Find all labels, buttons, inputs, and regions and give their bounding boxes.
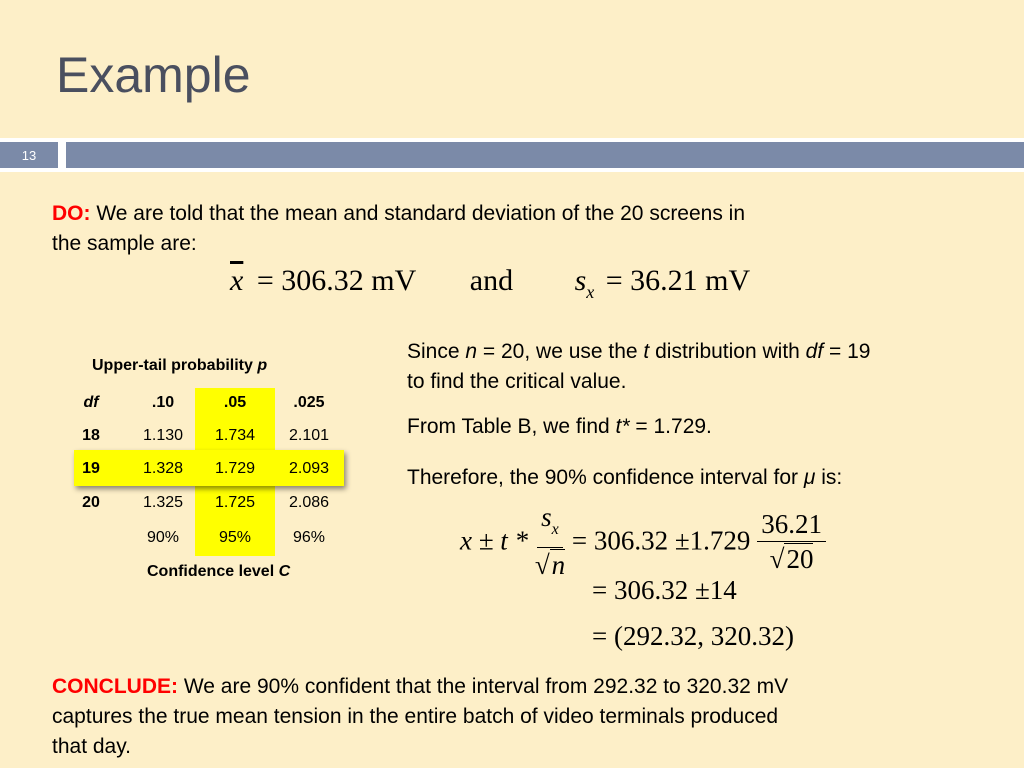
since-paragraph bbox=[407, 337, 870, 397]
and-word: and bbox=[469, 264, 514, 297]
n-var: n bbox=[465, 340, 478, 363]
since-text: = 20, we use the bbox=[477, 340, 644, 363]
confidence-cell: 95% bbox=[218, 529, 252, 546]
table-header bbox=[92, 357, 362, 375]
table-header-text: Upper-tail probability bbox=[92, 357, 258, 374]
header-bar bbox=[0, 138, 1024, 172]
mu-var: μ bbox=[803, 466, 816, 489]
col-header: .10 bbox=[151, 394, 175, 411]
do-text-line1: We are told that the mean and standard deviation of the 20 screens in bbox=[90, 202, 746, 225]
table-footer-text: Confidence level bbox=[147, 563, 279, 580]
tableb-text: = 1.729. bbox=[629, 415, 712, 438]
since-text: Since bbox=[407, 340, 466, 363]
fraction-s-over-sqrt-n: $\frac{s_x}{√n}$ bbox=[534, 502, 566, 580]
table-cell: 2.086 bbox=[288, 494, 330, 511]
df-var: df bbox=[805, 340, 824, 363]
s-symbol: s bbox=[574, 264, 587, 297]
tableb-text: From Table B, we find bbox=[407, 415, 616, 438]
fraction-numerator: 36.21 bbox=[757, 507, 826, 542]
ci-lhs: x ± t * bbox=[460, 525, 529, 556]
col-header: .025 bbox=[293, 394, 325, 411]
s-subscript: x bbox=[586, 282, 595, 302]
do-paragraph bbox=[52, 199, 745, 259]
xbar-symbol: $\overline{x}$ bbox=[230, 264, 244, 297]
s-symbol: s bbox=[541, 502, 552, 532]
conclude-paragraph bbox=[52, 672, 788, 762]
ci-line2: = 306.32 ±14 bbox=[592, 575, 737, 605]
confidence-cell: 96% bbox=[292, 529, 326, 546]
therefore-text: is: bbox=[815, 466, 843, 489]
since-text: to find the critical value. bbox=[407, 370, 627, 393]
mean-value: = 306.32 mV bbox=[256, 264, 417, 297]
conclude-line1: We are 90% confident that the interval from 292.32 to 320.32 mV bbox=[178, 675, 789, 698]
table-footer bbox=[147, 563, 290, 581]
decorative-bar bbox=[66, 142, 1024, 168]
s-subscript: x bbox=[551, 521, 559, 538]
conclude-line2: captures the true mean tension in the entire batch of video terminals produced bbox=[52, 705, 779, 728]
do-text-line2: the sample are: bbox=[52, 232, 197, 255]
table-cell: 1.325 bbox=[142, 494, 184, 511]
fraction-sd-over-sqrt: $\frac{36.21}{√20}$ bbox=[757, 507, 826, 576]
row-df: 18 bbox=[82, 427, 100, 444]
table-cell: 2.093 bbox=[288, 460, 330, 477]
t-var: t bbox=[643, 340, 650, 363]
conclude-label: CONCLUDE: bbox=[52, 675, 178, 698]
table-cell: 1.734 bbox=[214, 427, 256, 444]
tstar-var: t* bbox=[615, 415, 630, 438]
slide-title: Example bbox=[56, 47, 251, 103]
fraction-denominator: 20 bbox=[786, 543, 814, 574]
row-df: 19 bbox=[82, 460, 100, 477]
row-df: 20 bbox=[82, 494, 100, 511]
sd-value: = 36.21 mV bbox=[605, 264, 751, 297]
mean-sd-equation bbox=[230, 264, 750, 303]
col-header: .05 bbox=[223, 394, 247, 411]
tableb-paragraph bbox=[407, 412, 712, 442]
table-cell: 1.130 bbox=[142, 427, 184, 444]
ci-line3: = (292.32, 320.32) bbox=[592, 621, 794, 651]
table-cell: 1.725 bbox=[214, 494, 256, 511]
table-cell: 1.328 bbox=[142, 460, 184, 477]
ci-middle: = 306.32 ±1.729 bbox=[571, 525, 751, 556]
since-text: distribution with bbox=[649, 340, 806, 363]
conclude-line3: that day. bbox=[52, 735, 131, 758]
table-header-var: p bbox=[257, 357, 268, 374]
df-label: df bbox=[83, 394, 99, 411]
do-label: DO: bbox=[52, 202, 91, 225]
since-text: = 19 bbox=[823, 340, 871, 363]
ci-equation bbox=[460, 500, 826, 582]
therefore-paragraph bbox=[407, 463, 842, 493]
table-footer-var: C bbox=[278, 563, 291, 580]
therefore-text: Therefore, the 90% confidence interval for bbox=[407, 466, 804, 489]
table-cell: 2.101 bbox=[288, 427, 330, 444]
confidence-cell: 90% bbox=[146, 529, 180, 546]
table-cell: 1.729 bbox=[214, 460, 256, 477]
slide-number: 13 bbox=[0, 142, 58, 168]
n-symbol: n bbox=[551, 550, 566, 580]
